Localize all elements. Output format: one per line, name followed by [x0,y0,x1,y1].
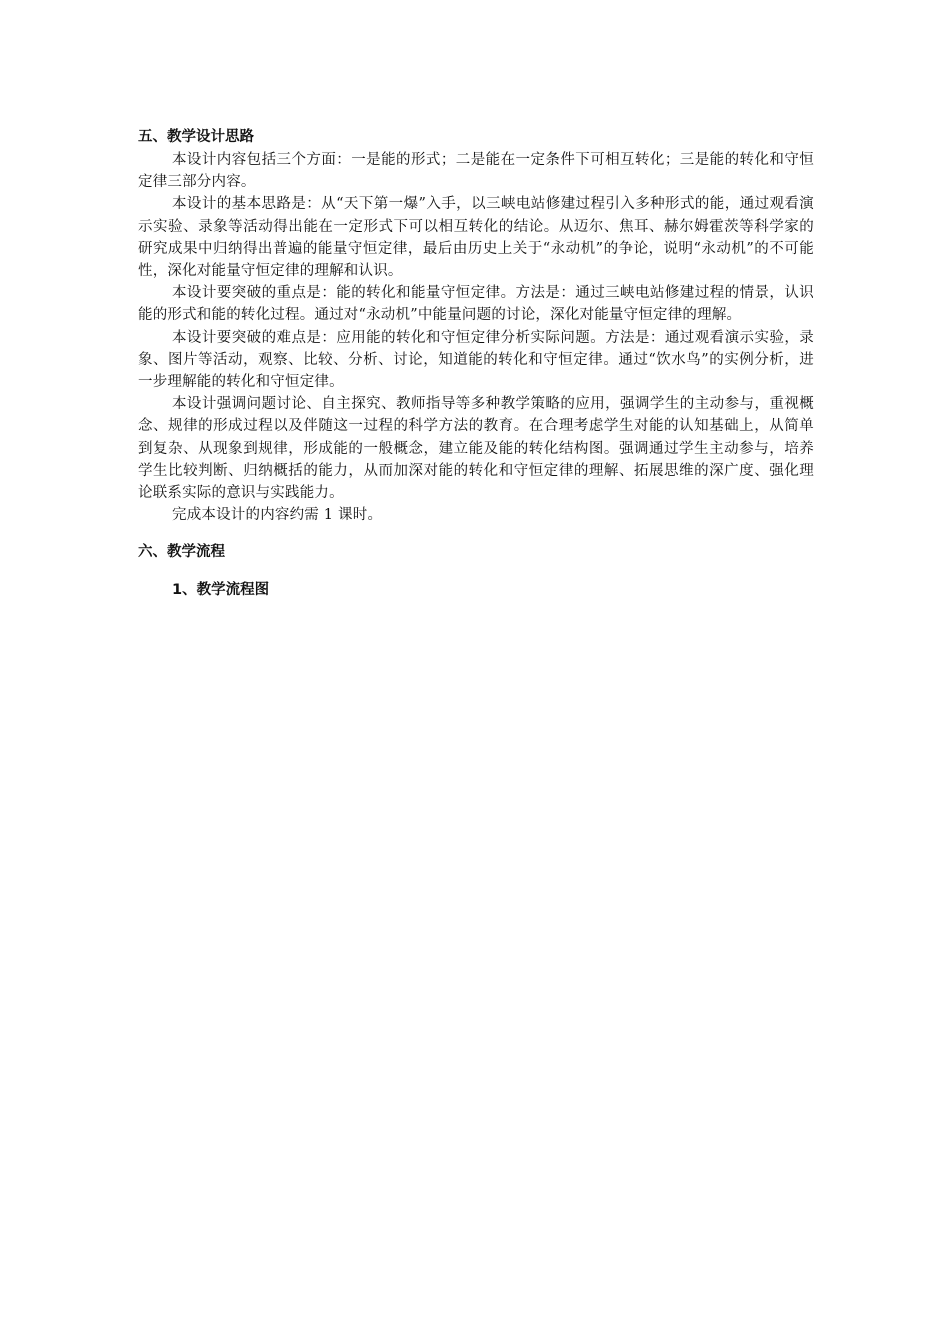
section-5-paragraph-2: 本设计的基本思路是：从“天下第一爆”入手，以三峡电站修建过程引入多种形式的能，通过观看演示实验、录象等活动得出能在一定形式下可以相互转化的结论。从迈尔、焦耳、赫尔姆霍茨等科学家的研究成果中归纳得出普遍的能量守恒定律，最后由历史上关于“永动机”的争论，说明“永动机”的不可能性，深化对能量守恒定律的理解和认识。 [138,196,814,280]
section-5-paragraph-4: 本设计要突破的难点是：应用能的转化和守恒定律分析实际问题。方法是：通过观看演示实验，录象、图片等活动，观察、比较、分析、讨论，知道能的转化和守恒定律。通过“饮水鸟”的实例分析，进一步理解能的转化和守恒定律。 [138,329,814,391]
section-6-heading: 六、教学流程 [138,544,225,561]
section-5-heading: 五、教学设计思路 [138,129,254,145]
document-page [138,125,814,602]
section-5-paragraph-6: 完成本设计的内容约需 1 课时。 [172,507,383,524]
section-6-subheading: 1、教学流程图 [172,582,270,599]
section-5-paragraph-3: 本设计要突破的重点是：能的转化和能量守恒定律。方法是：通过三峡电站修建过程的情景，认识能的形式和能的转化过程。通过对“永动机”中能量问题的讨论，深化对能量守恒定律的理解。 [138,285,814,324]
section-5-paragraph-5: 本设计强调问题讨论、自主探究、教师指导等多种教学策略的应用，强调学生的主动参与，重视概念、规律的形成过程以及伴随这一过程的科学方法的教育。在合理考虑学生对能的认知基础上，从简单到复杂、从现象到规律，形成能的一般概念，建立能及能的转化结构图。强调通过学生主动参与，培养学生比较判断、归纳概括的能力，从而加深对能的转化和守恒定律的理解、拓展思维的深广度、强化理论联系实际的意识与实践能力。 [138,396,814,502]
section-5-paragraph-1: 本设计内容包括三个方面：一是能的形式；二是能在一定条件下可相互转化；三是能的转化和守恒定律三部分内容。 [138,152,814,191]
